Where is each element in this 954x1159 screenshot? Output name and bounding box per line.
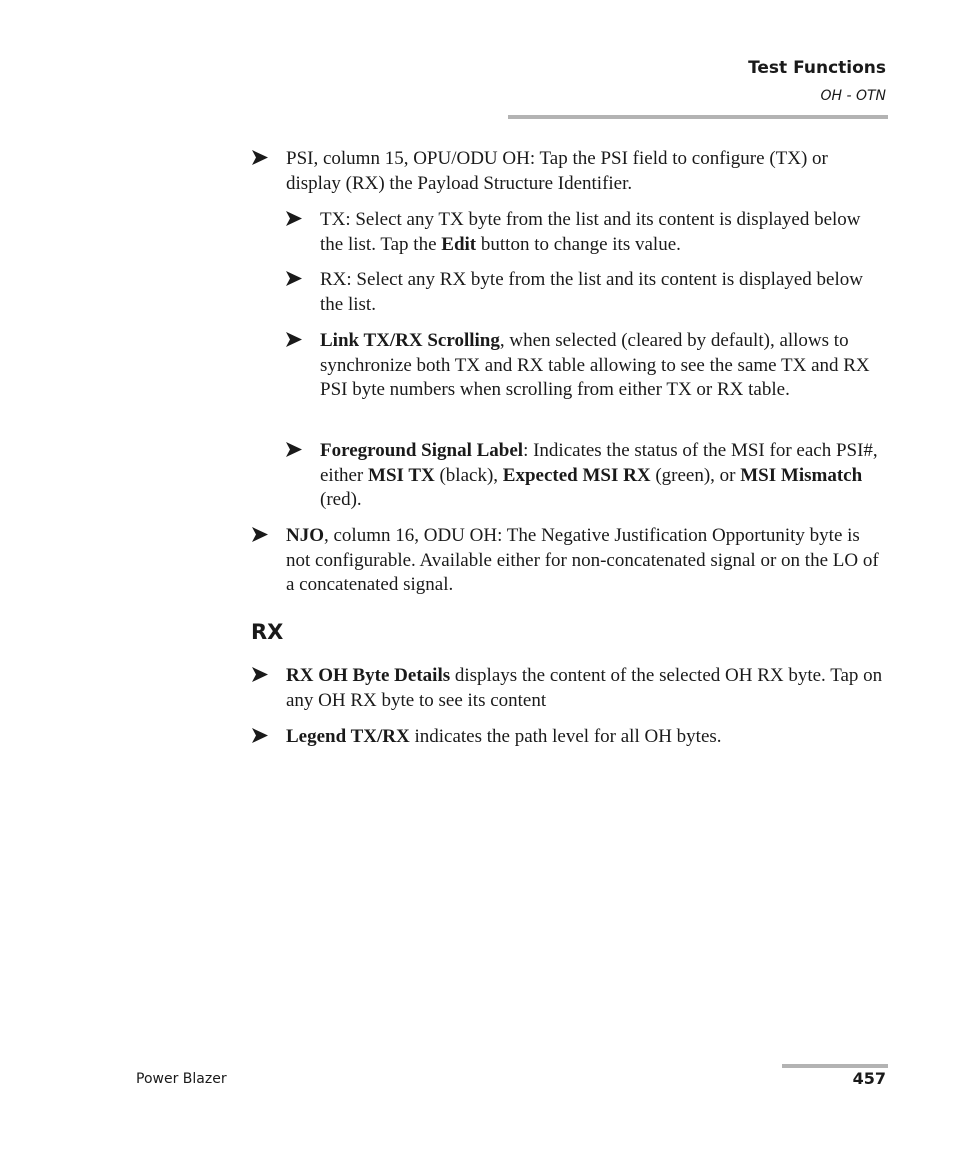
edit-term: Edit <box>441 233 477 255</box>
foreground-text-2: (black), <box>434 464 503 486</box>
foreground-text-1: : Indicates the status of the MSI for each PSI#, either <box>320 440 878 486</box>
rx-oh-text <box>286 664 886 713</box>
legend-description: indicates the path level for all OH bytes. <box>409 726 722 747</box>
arrowhead-bullet-icon <box>285 441 303 458</box>
arrowhead-bullet-icon <box>251 149 269 166</box>
legend-term: Legend TX/RX <box>286 726 410 747</box>
page-number: 457 <box>852 1069 886 1088</box>
link-text <box>320 329 886 403</box>
tx-text-1: TX: Select any TX byte from the list and its content is displayed below the list. Tap the <box>320 209 861 255</box>
header-title: Test Functions <box>748 58 886 78</box>
list-item-rx <box>320 268 886 317</box>
header-rule <box>508 115 888 119</box>
njo-term: NJO <box>286 525 324 546</box>
legend-text <box>286 725 886 750</box>
list-item-tx <box>320 208 886 257</box>
arrowhead-bullet-icon <box>251 727 269 744</box>
tx-text-2: button to change its value. <box>476 233 681 255</box>
list-item-legend <box>286 725 886 750</box>
header-subtitle: OH - OTN <box>820 88 886 104</box>
rx-oh-term: RX OH Byte Details <box>286 665 451 686</box>
tx-text <box>320 208 886 257</box>
expected-msi-rx-term: Expected MSI RX <box>502 464 651 486</box>
arrowhead-bullet-icon <box>285 270 303 287</box>
psi-description: PSI, column 15, OPU/ODU OH: Tap the PSI field to configure (TX) or display (RX) the Payload Structure Identifier. <box>286 148 828 194</box>
arrowhead-bullet-icon <box>285 331 303 348</box>
arrowhead-bullet-icon <box>285 210 303 227</box>
list-item-foreground-label <box>320 439 886 513</box>
msi-tx-term: MSI TX <box>368 464 435 486</box>
link-description: , when selected (cleared by default), allows to synchronize both TX and RX table allowing to see the same TX and RX PSI byte numbers when scrolling from either TX or RX table. <box>320 330 870 400</box>
foreground-text-4: (red). <box>320 489 362 510</box>
njo-text <box>286 524 886 598</box>
link-term: Link TX/RX Scrolling <box>320 330 500 351</box>
foreground-term: Foreground Signal Label <box>320 440 524 461</box>
rx-text <box>320 268 886 317</box>
foreground-text-3: (green), or <box>650 464 741 486</box>
list-item-rx-oh-byte-details <box>286 664 886 713</box>
footer-document-name: Power Blazer <box>136 1071 227 1087</box>
list-item-link-scrolling <box>320 329 886 403</box>
section-heading-rx: RX <box>251 620 284 644</box>
footer-rule <box>782 1064 888 1068</box>
rx-oh-description: displays the content of the selected OH RX byte. Tap on any OH RX byte to see its content <box>286 665 883 711</box>
foreground-text <box>320 439 886 513</box>
psi-text <box>286 147 886 196</box>
rx-description: RX: Select any RX byte from the list and its content is displayed below the list. <box>320 269 863 315</box>
arrowhead-bullet-icon <box>251 526 269 543</box>
list-item-njo <box>286 524 886 598</box>
arrowhead-bullet-icon <box>251 666 269 683</box>
list-item-psi <box>286 147 886 196</box>
njo-description: , column 16, ODU OH: The Negative Justification Opportunity byte is not configurable. Available either for non-concatenated signal or on the LO of a concatenated signal. <box>286 525 879 595</box>
msi-mismatch-term: MSI Mismatch <box>740 464 863 486</box>
